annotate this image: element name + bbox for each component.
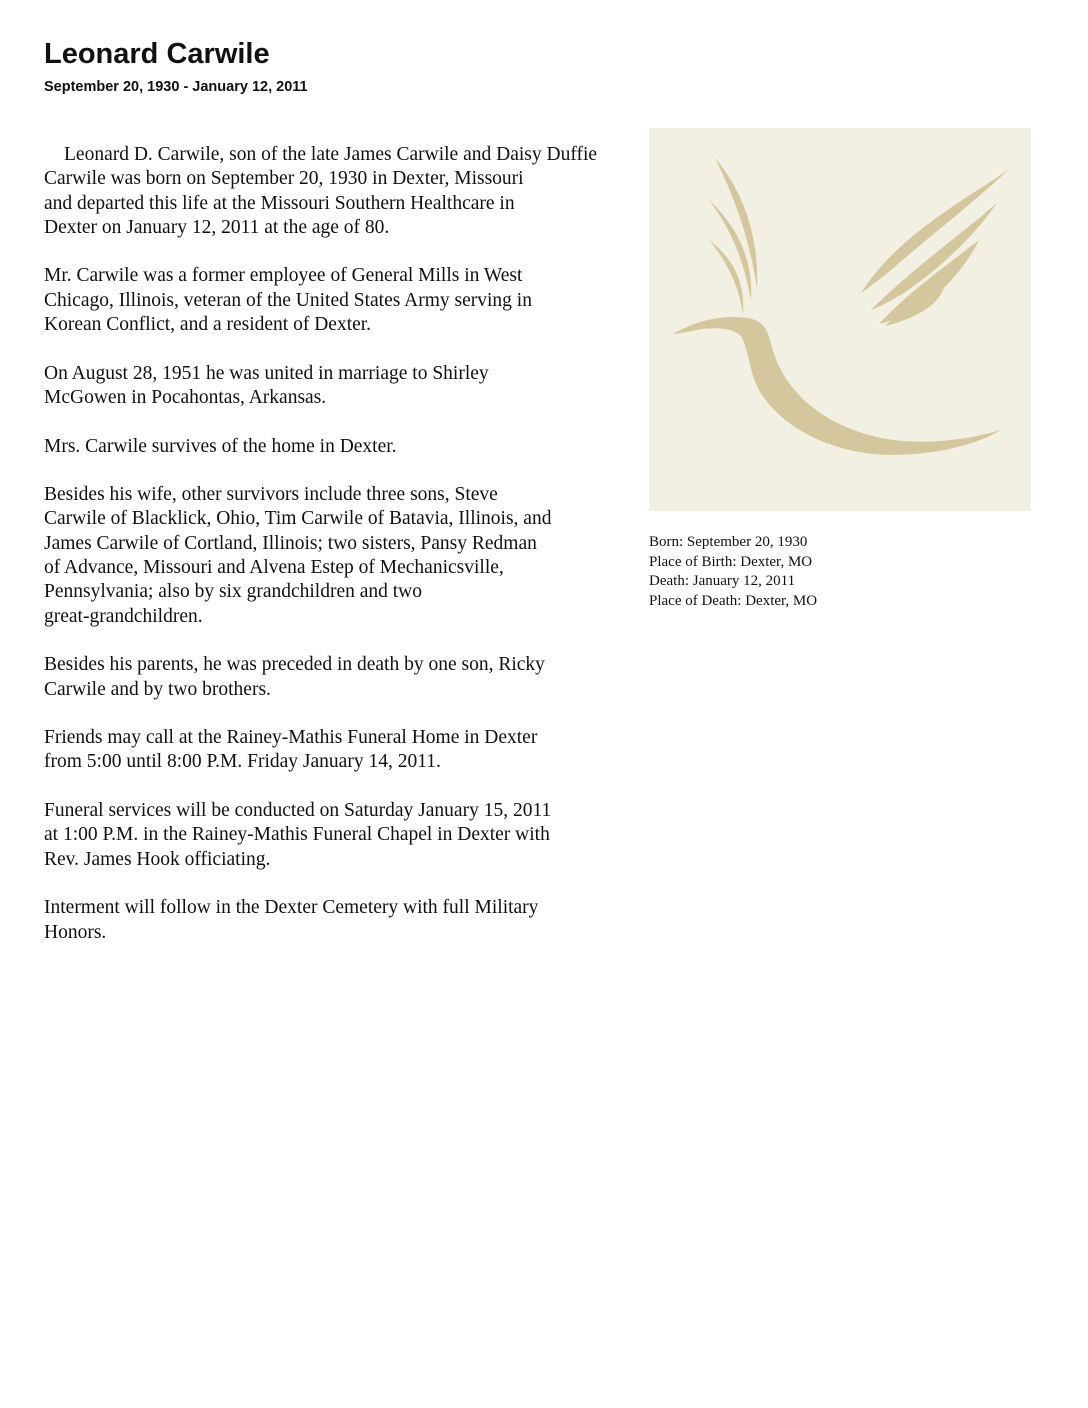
vital-details [649,533,817,611]
life-dates: September 20, 1930 - January 12, 2011 [44,79,308,95]
text-line: Pennsylvania; also by six grandchildren and two [44,581,423,603]
text-line: Interment will follow in the Dexter Cemetery with full Military [44,897,539,919]
text-line: Leonard D. Carwile, son of the late James Carwile and Daisy Duffie [64,144,598,165]
text-line: Funeral services will be conducted on Saturday January 15, 2011 [44,800,552,822]
text-line: Carwile and by two brothers. [44,678,271,700]
text-line: from 5:00 until 8:00 P.M. Friday January 14, 2011. [44,751,441,773]
text-line: great-grandchildren. [44,605,203,627]
text-line: Carwile of Blacklick, Ohio, Tim Carwile of Batavia, Illinois, and [44,508,552,530]
born-date: Born: September 20, 1930 [649,534,808,550]
obituary-paragraph [44,435,664,459]
obituary-text [44,143,664,969]
obituary-paragraph [44,726,664,775]
memorial-image [649,128,1031,511]
text-line: Honors. [44,921,107,943]
text-line: Mr. Carwile was a former employee of General Mills in West [44,265,523,287]
obituary-paragraph [44,896,664,945]
place-of-birth: Place of Birth: Dexter, MO [649,553,813,570]
deceased-name: Leonard Carwile [44,38,270,70]
text-line: Besides his wife, other survivors include three sons, Steve [44,484,498,506]
obituary-paragraph [44,362,664,411]
text-line: of Advance, Missouri and Alvena Estep of Mechanicsville, [44,557,504,579]
obituary-paragraph [44,264,664,337]
text-line: James Carwile of Cortland, Illinois; two sisters, Pansy Redman [44,532,537,554]
text-line: and departed this life at the Missouri Southern Healthcare in [44,192,515,214]
obituary-paragraph [44,483,664,629]
text-line: Friends may call at the Rainey-Mathis Funeral Home in Dexter [44,727,538,749]
text-line: Chicago, Illinois, veteran of the United States Army serving in [44,289,532,311]
text-line: Dexter on January 12, 2011 at the age of 80. [44,216,390,238]
text-line: McGowen in Pocahontas, Arkansas. [44,386,327,408]
death-date: Death: January 12, 2011 [649,573,796,589]
obituary-paragraph [44,143,664,240]
text-line: Korean Conflict, and a resident of Dexter. [44,314,372,336]
text-line: Rev. James Hook officiating. [44,848,271,870]
text-line: at 1:00 P.M. in the Rainey-Mathis Funeral Chapel in Dexter with [44,824,550,846]
obituary-paragraph [44,653,664,702]
text-line: Mrs. Carwile survives of the home in Dexter. [44,435,397,457]
text-line: Carwile was born on September 20, 1930 in Dexter, Missouri [44,168,524,190]
text-line: On August 28, 1951 he was united in marriage to Shirley [44,362,489,384]
obituary-paragraph [44,799,664,872]
dove-icon [649,128,1031,511]
text-line: Besides his parents, he was preceded in death by one son, Ricky [44,654,545,676]
place-of-death: Place of Death: Dexter, MO [649,592,818,609]
